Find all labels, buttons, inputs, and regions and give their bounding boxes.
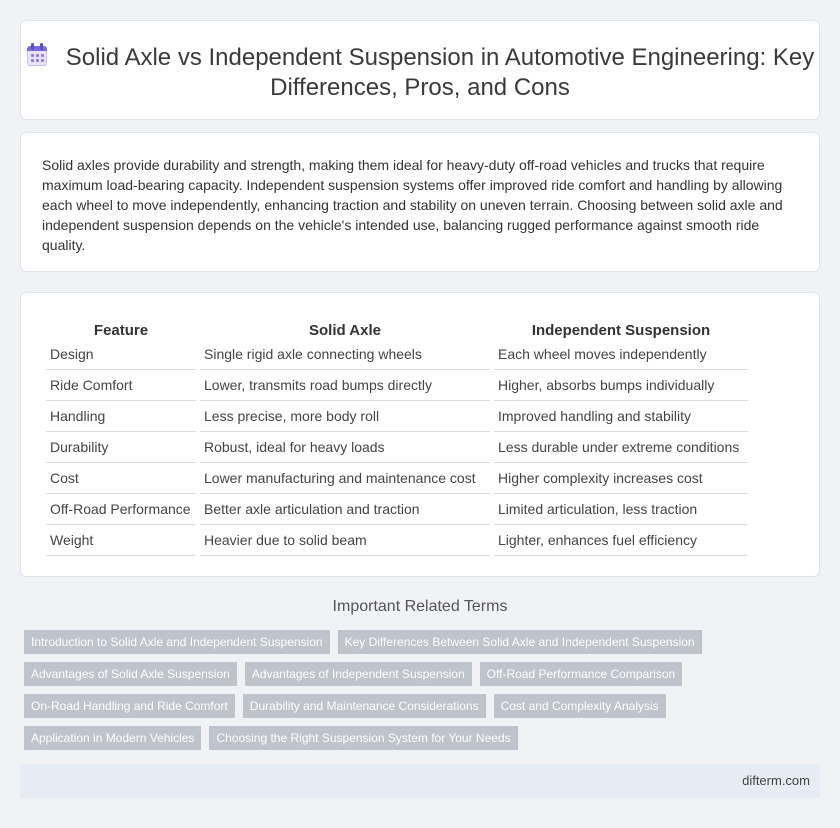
cell-solid-axle: Heavier due to solid beam (200, 525, 490, 556)
table-row (46, 339, 748, 370)
header-independent: Independent Suspension (531, 322, 711, 339)
table-row (46, 432, 748, 463)
term-row (24, 726, 814, 750)
term-row (24, 694, 814, 718)
footer-site[interactable]: difterm.com (742, 773, 810, 788)
cell-independent: Higher, absorbs bumps individually (494, 370, 748, 401)
cell-solid-axle: Lower manufacturing and maintenance cost (200, 463, 490, 494)
table-row (46, 525, 748, 556)
term-row (24, 662, 814, 686)
related-term-tag[interactable]: Choosing the Right Suspension System for Your Needs (209, 726, 517, 750)
related-term-tag[interactable]: Advantages of Solid Axle Suspension (24, 662, 237, 686)
cell-independent: Each wheel moves independently (494, 339, 748, 370)
related-terms-list (24, 630, 814, 758)
header-feature: Feature (93, 322, 149, 339)
table-header-row (46, 317, 748, 339)
footer (20, 764, 820, 798)
page-title: Solid Axle vs Independent Suspension in Automotive Engineering: Key Differences, Pros, and Cons (65, 44, 815, 101)
title-card (20, 20, 820, 120)
summary-text: Solid axles provide durability and strength, making them ideal for heavy-duty off-road vehicles and trucks that require maximum load-bearing capacity. Independent suspension systems offer improved ride comfort and handling by allowing each wheel to move independently, enhancing traction and stability on uneven terrain. Choosing between solid axle and independent suspension depends on the vehicle's intended use, balancing rugged performance against smooth ride quality. (42, 157, 783, 253)
cell-feature: Design (46, 339, 196, 370)
cell-feature: Handling (46, 401, 196, 432)
cell-feature: Weight (46, 525, 196, 556)
table-row (46, 370, 748, 401)
cell-solid-axle: Single rigid axle connecting wheels (200, 339, 490, 370)
related-term-tag[interactable]: Cost and Complexity Analysis (494, 694, 666, 718)
related-term-tag[interactable]: Advantages of Independent Suspension (245, 662, 472, 686)
cell-solid-axle: Better axle articulation and traction (200, 494, 490, 525)
cell-independent: Less durable under extreme conditions (494, 432, 748, 463)
cell-feature: Off-Road Performance (46, 494, 196, 525)
header-solid-axle: Solid Axle (309, 322, 381, 339)
cell-solid-axle: Less precise, more body roll (200, 401, 490, 432)
cell-independent: Limited articulation, less traction (494, 494, 748, 525)
comparison-table (42, 317, 752, 556)
term-row (24, 630, 814, 654)
cell-solid-axle: Lower, transmits road bumps directly (200, 370, 490, 401)
cell-feature: Cost (46, 463, 196, 494)
comparison-card (20, 292, 820, 577)
cell-feature: Ride Comfort (46, 370, 196, 401)
page-title-wrap (21, 43, 819, 103)
summary-card (20, 132, 820, 272)
table-row (46, 463, 748, 494)
related-terms-title: Important Related Terms (332, 598, 508, 615)
cell-independent: Lighter, enhances fuel efficiency (494, 525, 748, 556)
cell-feature: Durability (46, 432, 196, 463)
calendar-icon (26, 43, 48, 67)
table-row (46, 494, 748, 525)
cell-solid-axle: Robust, ideal for heavy loads (200, 432, 490, 463)
table-row (46, 401, 748, 432)
cell-independent: Higher complexity increases cost (494, 463, 748, 494)
related-term-tag[interactable]: Off-Road Performance Comparison (480, 662, 683, 686)
related-term-tag[interactable]: On-Road Handling and Ride Comfort (24, 694, 235, 718)
related-term-tag[interactable]: Introduction to Solid Axle and Independent Suspension (24, 630, 330, 654)
cell-independent: Improved handling and stability (494, 401, 748, 432)
related-term-tag[interactable]: Durability and Maintenance Considerations (243, 694, 486, 718)
related-term-tag[interactable]: Application in Modern Vehicles (24, 726, 201, 750)
related-term-tag[interactable]: Key Differences Between Solid Axle and Independent Suspension (338, 630, 702, 654)
